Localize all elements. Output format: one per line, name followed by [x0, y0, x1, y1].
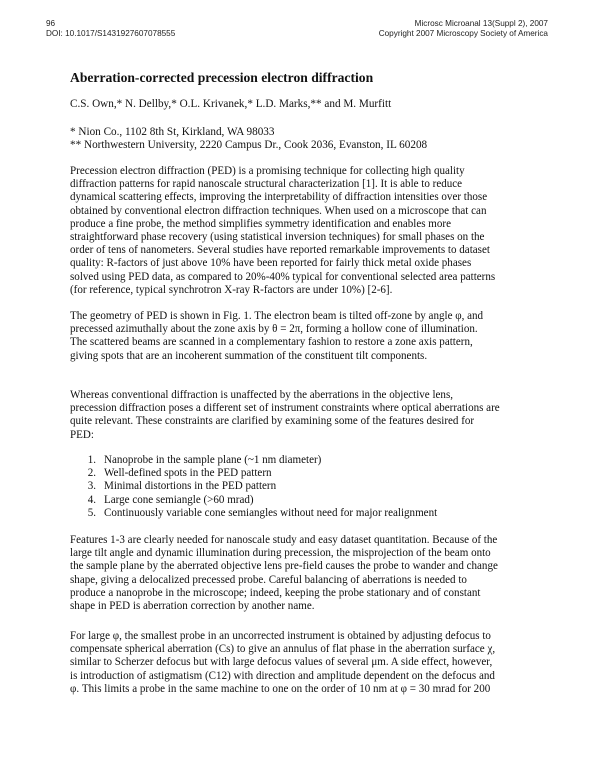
- text-line: order of tens of nanometers. Several studies have reported remarkable improvements to dataset: [70, 244, 490, 257]
- list-text: Nanoprobe in the sample plane (~1 nm diameter): [104, 454, 322, 466]
- list-number: 4.: [87, 493, 96, 506]
- text-line: diffraction patterns for rapid nanoscale structural characterization [1]. It is able to reduce: [70, 178, 463, 191]
- text-line: The geometry of PED is shown in Fig. 1. The electron beam is tilted off-zone by angle φ, and: [70, 310, 484, 322]
- journal-citation: Microsc Microanal 13(Suppl 2), 2007: [414, 19, 548, 28]
- text-line: The scattered beams are scanned in a complementary fashion to restore a zone axis pattern,: [70, 336, 473, 349]
- text-line: Features 1-3 are clearly needed for nanoscale study and easy dataset quantitation. Because of the: [70, 534, 498, 546]
- text-line: quality: R-factors of just above 10% have been reported for fairly thick metal oxide phases: [70, 257, 472, 270]
- text-line: produce a fine probe, the method simplifies symmetry identification and enables more: [70, 217, 452, 230]
- list-text: Well-defined spots in the PED pattern: [104, 467, 272, 480]
- text-line: shape in PED is aberration correction by another name.: [70, 600, 315, 613]
- text-line: Whereas conventional diffraction is unaffected by the aberrations in the objective lens,: [70, 389, 454, 401]
- affiliation: * Nion Co., 1102 8th St, Kirkland, WA 98033: [70, 126, 275, 138]
- text-line: shape, giving a delocalized precessed probe. Careful balancing of aberrations is needed to: [70, 573, 467, 586]
- paragraph-geometry: [70, 310, 550, 363]
- paragraph-large-phi: [70, 630, 550, 696]
- list-number: 3.: [87, 480, 96, 493]
- list-number: 5.: [87, 506, 96, 519]
- list-item: [70, 494, 437, 507]
- list-number: 2.: [87, 467, 96, 480]
- text-line: compensate spherical aberration (Cs) to give an annulus of flat phase in the aberration surface χ,: [70, 643, 496, 656]
- list-item: [70, 480, 437, 493]
- text-line: φ. This limits a probe in the same machine to one on the order of 10 nm at φ = 30 mrad for 200: [70, 682, 491, 695]
- feature-list: [70, 454, 437, 520]
- text-line: solved using PED data, as compared to 20%-40% typical for conventional selected area patterns: [70, 270, 496, 283]
- header-right: [379, 19, 548, 39]
- list-item: [70, 467, 437, 480]
- affiliations: [70, 126, 427, 152]
- text-line: large tilt angle and dynamic illumination during precession, the misprojection of the beam onto: [70, 547, 491, 560]
- text-line: precessed azimuthally about the zone axis by θ = 2π, forming a hollow cone of illumination.: [70, 323, 478, 336]
- paragraph-intro: [70, 165, 550, 297]
- list-item: [70, 454, 437, 467]
- text-line: similar to Scherzer defocus but with large defocus values of several μm. A side effect, however,: [70, 656, 493, 669]
- doi[interactable]: DOI: 10.1017/S1431927607078555: [46, 29, 176, 38]
- text-line: produce a nanoprobe in the microscope; indeed, keeping the probe stationary and of constant: [70, 586, 481, 599]
- text-line: precession diffraction poses a different set of instrument constraints where optical aberrations are: [70, 402, 500, 415]
- text-line: is introduction of astigmatism (C12) with direction and amplitude dependent on the defocus and: [70, 669, 495, 682]
- paragraph-features: [70, 534, 550, 613]
- author-list: C.S. Own,* N. Dellby,* O.L. Krivanek,* L.D. Marks,** and M. Murfitt: [70, 98, 392, 110]
- text-line: PED:: [70, 428, 94, 441]
- text-line: the sample plane by the aberrated objective lens pre-field causes the probe to wander and change: [70, 560, 498, 573]
- text-line: quite relevant. These constraints are clarified by examining some of the features desired for: [70, 415, 475, 428]
- text-line: (for reference, typical synchrotron X-ray R-factors are under 10%) [2-6].: [70, 283, 393, 296]
- list-item: [70, 507, 437, 520]
- text-line: giving spots that are an incoherent summation of the constituent tilt components.: [70, 349, 428, 362]
- list-text: Continuously variable cone semiangles without need for major realignment: [104, 506, 438, 519]
- list-text: Large cone semiangle (>60 mrad): [104, 493, 254, 506]
- page-number: 96: [46, 19, 56, 28]
- header-left: [46, 19, 175, 39]
- list-number: 1.: [87, 454, 96, 466]
- paper-title: Aberration-corrected precession electron diffraction: [70, 70, 374, 85]
- text-line: straightforward phase recovery (using statistical inversion techniques) for small phases on the: [70, 231, 485, 244]
- text-line: obtained by conventional electron diffraction techniques. When used on a microscope that can: [70, 204, 487, 217]
- list-text: Minimal distortions in the PED pattern: [104, 480, 277, 493]
- copyright: Copyright 2007 Microscopy Society of America: [378, 29, 548, 38]
- text-line: dynamical scattering effects, improving the interpretability of diffraction intensities over those: [70, 191, 488, 204]
- paragraph-constraints: [70, 389, 550, 442]
- text-line: Precession electron diffraction (PED) is a promising technique for collecting high quality: [70, 165, 465, 177]
- affiliation: ** Northwestern University, 2220 Campus Dr., Cook 2036, Evanston, IL 60208: [70, 139, 428, 151]
- text-line: For large φ, the smallest probe in an uncorrected instrument is obtained by adjusting defocus to: [70, 630, 491, 642]
